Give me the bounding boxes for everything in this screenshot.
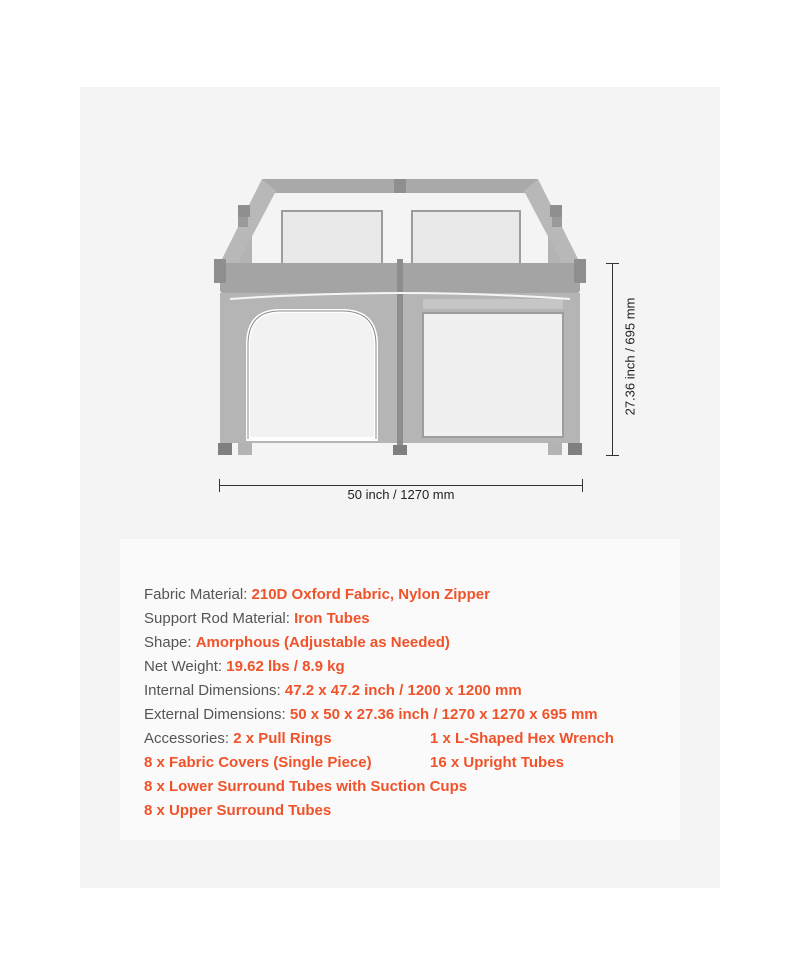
- product-panel: [80, 87, 720, 888]
- height-dimension-line: [606, 263, 620, 456]
- spec-label: Net Weight:: [144, 658, 227, 675]
- accessory-item: 8 x Upper Surround Tubes: [144, 802, 332, 819]
- spec-label: Fabric Material:: [144, 586, 252, 603]
- spec-row-accessories-2: [144, 751, 670, 775]
- spec-row-accessories-3: [144, 775, 670, 799]
- accessory-item: 2 x Pull Rings: [233, 730, 332, 747]
- spec-row-rod: [144, 607, 670, 631]
- accessory-item: 1 x L-Shaped Hex Wrench: [430, 730, 614, 747]
- spec-row-weight: [144, 655, 670, 679]
- spec-value: 47.2 x 47.2 inch / 1200 x 1200 mm: [284, 682, 522, 699]
- spec-row-internal: [144, 679, 670, 703]
- accessory-item: 16 x Upright Tubes: [430, 754, 564, 771]
- spec-value: 19.62 lbs / 8.9 kg: [226, 658, 345, 675]
- spec-row-accessories-4: [144, 799, 670, 823]
- specs-card: [120, 539, 680, 840]
- width-dimension-label: 50 inch / 1270 mm: [347, 487, 455, 502]
- spec-row-shape: [144, 631, 670, 655]
- spec-row-fabric: [144, 583, 670, 607]
- spec-value: 210D Oxford Fabric, Nylon Zipper: [251, 586, 490, 603]
- spec-label: Internal Dimensions:: [144, 682, 285, 699]
- spec-value: 50 x 50 x 27.36 inch / 1270 x 1270 x 695 mm: [289, 706, 598, 723]
- spec-row-accessories: [144, 727, 670, 751]
- specs-list: [144, 583, 670, 823]
- spec-row-external: [144, 703, 670, 727]
- spec-label: Accessories:: [144, 730, 234, 747]
- spec-label: Shape:: [144, 634, 196, 651]
- height-dimension-label: 27.36 inch / 695 mm: [622, 297, 638, 416]
- accessory-item: 8 x Lower Surround Tubes with Suction Cups: [144, 778, 468, 795]
- spec-value: Amorphous (Adjustable as Needed): [195, 634, 450, 651]
- accessory-item: 8 x Fabric Covers (Single Piece): [144, 754, 372, 771]
- spec-label: Support Rod Material:: [144, 610, 295, 627]
- spec-label: External Dimensions:: [144, 706, 290, 723]
- spec-value: Iron Tubes: [294, 610, 370, 627]
